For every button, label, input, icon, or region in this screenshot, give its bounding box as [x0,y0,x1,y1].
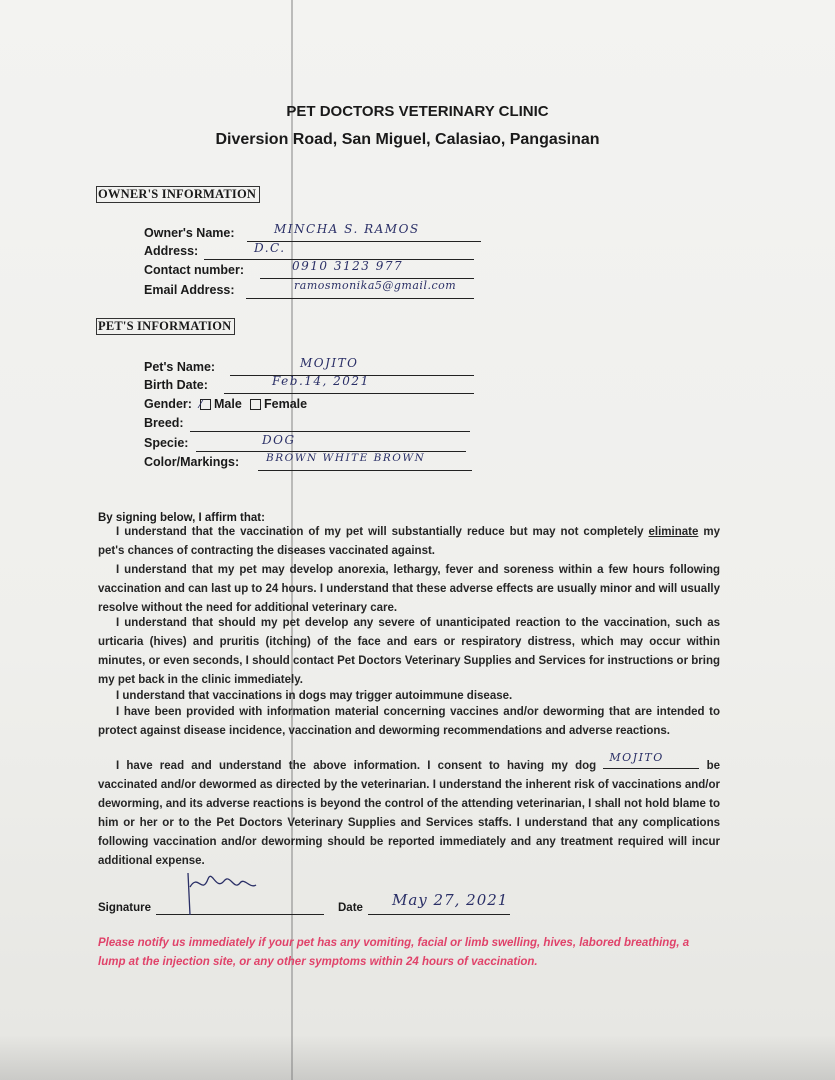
date-line[interactable] [368,914,510,915]
pet-birthdate-value: Feb.14, 2021 [272,374,370,388]
checkmark-icon: ⁄ [200,397,203,411]
pet-breed-label: Breed: [144,416,184,430]
dog-name-value: MOJITO [609,751,664,764]
owner-contact-label: Contact number: [144,263,244,277]
signature-scribble [180,865,270,925]
date-value: May 27, 2021 [392,891,509,909]
notice-text: Please notify us immediately if your pet has any vomiting, facial or limb swelling, hives, labored breathing, a lump at the injection site, or any other symptoms within 24 hours of vaccination. [98,937,690,968]
gender-female-label: Female [264,397,308,411]
owner-address-label: Address: [144,244,199,258]
owner-email-label: Email Address: [144,283,235,297]
owner-name-label: Owner's Name: [144,226,235,240]
affirmation-paragraph-5 [98,703,720,741]
affirmation-p2-text: I understand that my pet may develop anorexia, lethargy, fever and soreness within a few hours following vaccination and can last up to 24 hours. I understand that these adverse effects are usually minor and will usually resolve without the need for additional veterinary care. [98,564,720,614]
owner-address-value: D.C. [254,241,286,255]
affirmation-paragraph-2 [98,561,720,618]
pet-section-title: PET'S INFORMATION [96,318,235,335]
pet-birthdate-line [224,393,474,394]
pet-gender-label: Gender: [144,397,192,411]
affirmation-p5-text: I have been provided with information material concerning vaccines and/or deworming that are intended to protect against disease incidence, vaccination and deworming recommendations and adverse reactions. [98,706,720,737]
affirmation-p4-text: I understand that vaccinations in dogs may trigger autoimmune disease. [116,690,513,702]
pet-breed-line [190,431,470,432]
affirmation-p6-text-b: be vaccinated and/or dewormed as directed by the veterinarian. I understand the inherent risk of vaccinations and/or deworming, and its adverse reactions is beyond the control of the attending veterinarian, I shall not hold blame to him or her or to the Pet Doctors Veterinary Supplies and Services staffs. I understand that any complications following vaccination and/or deworming should be reported immediately and any treatment required will incur additional expense. [98,760,720,867]
dog-name-blank[interactable] [603,751,699,769]
pet-specie-value: DOG [262,433,296,447]
owner-email-line [246,298,474,299]
pet-name-label: Pet's Name: [144,360,216,374]
clinic-name: PET DOCTORS VETERINARY CLINIC [286,103,549,120]
clinic-address: Diversion Road, San Miguel, Calasiao, Pangasinan [215,131,600,148]
scan-shadow [0,1035,835,1080]
owner-section-title: OWNER'S INFORMATION [96,186,260,203]
signature-label: Signature [98,902,152,914]
pet-birthdate-label: Birth Date: [144,378,208,392]
affirmation-p6-text-a: I have read and understand the above information. I consent to having my dog [116,760,604,772]
owner-contact-value: 0910 3123 977 [292,259,404,273]
affirmation-p1-text-a: I understand that the vaccination of my pet will substantially reduce but may not completely [116,526,649,538]
affirmation-p1-text-b: my pet's chances of contracting the diseases vaccinated against. [98,526,720,557]
affirmation-paragraph-6 [98,751,720,871]
affirmation-paragraph-3 [98,614,720,690]
gender-male-checkbox[interactable] [200,399,211,410]
pet-color-label: Color/Markings: [144,455,240,469]
pet-color-line [258,470,472,471]
affirmation-heading: By signing below, I affirm that: [98,512,265,524]
gender-female-checkbox[interactable] [250,399,261,410]
pet-name-value: MOJITO [300,356,359,370]
pet-specie-label: Specie: [144,436,189,450]
owner-email-value: ramosmonika5@gmail.com [294,279,457,292]
affirmation-paragraph-1 [98,523,720,561]
gender-male-label: Male [214,397,242,411]
affirmation-p1-underlined-word: eliminate [648,526,699,538]
date-label: Date [338,902,363,914]
owner-name-value: MINCHA S. RAMOS [274,222,420,236]
affirmation-p3-text: I understand that should my pet develop any severe of unanticipated reaction to the vaccination, such as urticaria (hives) and pruritis (itching) of the face and ears or respiratory distress, which may occur within minutes, or even seconds, I should contact Pet Doctors Veterinary Supplies and Services for instructions or bring my pet back in the clinic immediately. [98,617,720,686]
pet-color-value: BROWN WHITE BROWN [266,452,426,464]
